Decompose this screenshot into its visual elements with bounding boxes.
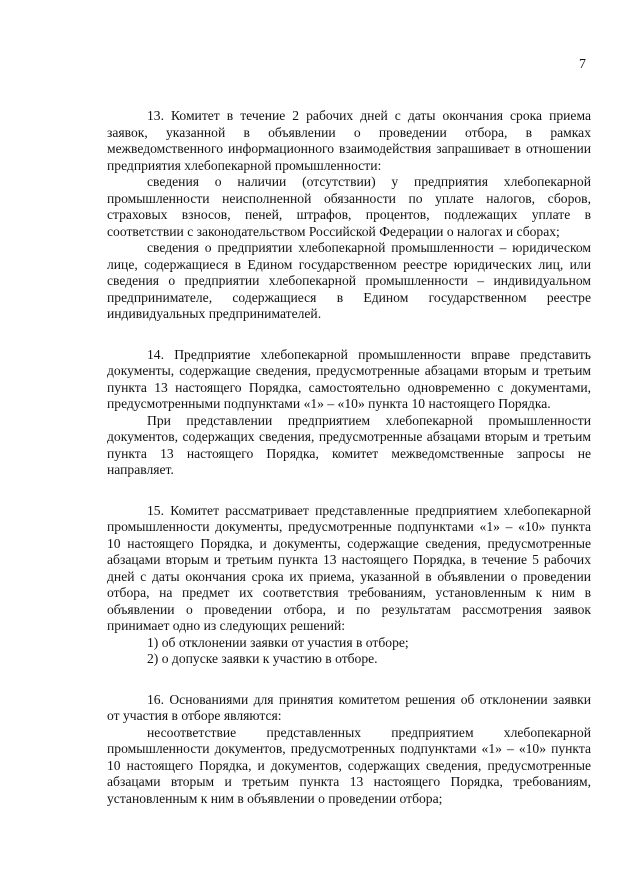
page-number: 7	[579, 57, 586, 72]
paragraph: 2) о допуске заявки к участию в отборе.	[147, 651, 378, 666]
paragraph: сведения о предприятии хлебопекарной промышленности – юридическом лице, содержащиеся в Едином государственном реестре юридических лиц, или сведения о предприятии хлебопекарной промышленности – индивидуальном предпринимателе, содержащиеся в Едином государственном реестре индивидуальных предпринимателей.	[107, 240, 591, 321]
paragraph: 16. Основаниями для принятия комитетом решения об отклонении заявки от участия в отборе являются:	[107, 691, 591, 723]
paragraph: 14. Предприятие хлебопекарной промышленности вправе представить документы, содержащие сведения, предусмотренные абзацами вторым и третьим пункта 13 настоящего Порядка, самостоятельно одновременно с документами, предусмотренными подпунктами «1» – «10» пункта 10 настоящего Порядка.	[107, 346, 591, 411]
paragraph: 13. Комитет в течение 2 рабочих дней с даты окончания срока приема заявок, указанной в объявлении о проведении отбора, в рамках межведомственного информационного взаимодействия запрашивает в отношении предприятия хлебопекарной промышленности:	[107, 108, 591, 173]
section-15	[107, 503, 591, 668]
paragraph: При представлении предприятием хлебопекарной промышленности документов, содержащих сведения, предусмотренные абзацами вторым и третьим пункта 13 настоящего Порядка, комитет межведомственные запросы не направляет.	[107, 412, 591, 477]
paragraph: сведения о наличии (отсутствии) у предприятия хлебопекарной промышленности неисполненной обязанности по уплате налогов, сборов, страховых взносов, пеней, штрафов, процентов, подлежащих уплате в соответствии с законодательством Российской Федерации о налогах и сборах;	[107, 174, 591, 239]
section-14	[107, 347, 591, 479]
section-16	[107, 692, 591, 808]
paragraph: 1) об отклонении заявки от участия в отборе;	[147, 634, 409, 650]
paragraph: несоответствие представленных предприятием хлебопекарной промышленности документов, предусмотренных подпунктами «1» – «10» пункта 10 настоящего Порядка, и документов, содержащих сведения, предусмотренные абзацами вторым и третьим пункта 13 настоящего Порядка, требованиям, установленным к ним в объявлении о проведении отбора;	[107, 724, 591, 806]
document-body	[107, 108, 591, 807]
section-13	[107, 108, 591, 323]
paragraph: 15. Комитет рассматривает представленные предприятием хлебопекарной промышленности документы, предусмотренные подпунктами «1» – «10» пункта 10 настоящего Порядка, и документы, содержащие сведения, предусмотренные абзацами вторым и третьим пункта 13 настоящего Порядка, в течение 5 рабочих дней с даты окончания срока их приема, указанной в объявлении о проведении отбора, на предмет их соответствия требованиям, установленным к ним в объявлении о проведении отбора, и по результатам рассмотрения заявок принимает одно из следующих решений:	[107, 502, 591, 633]
